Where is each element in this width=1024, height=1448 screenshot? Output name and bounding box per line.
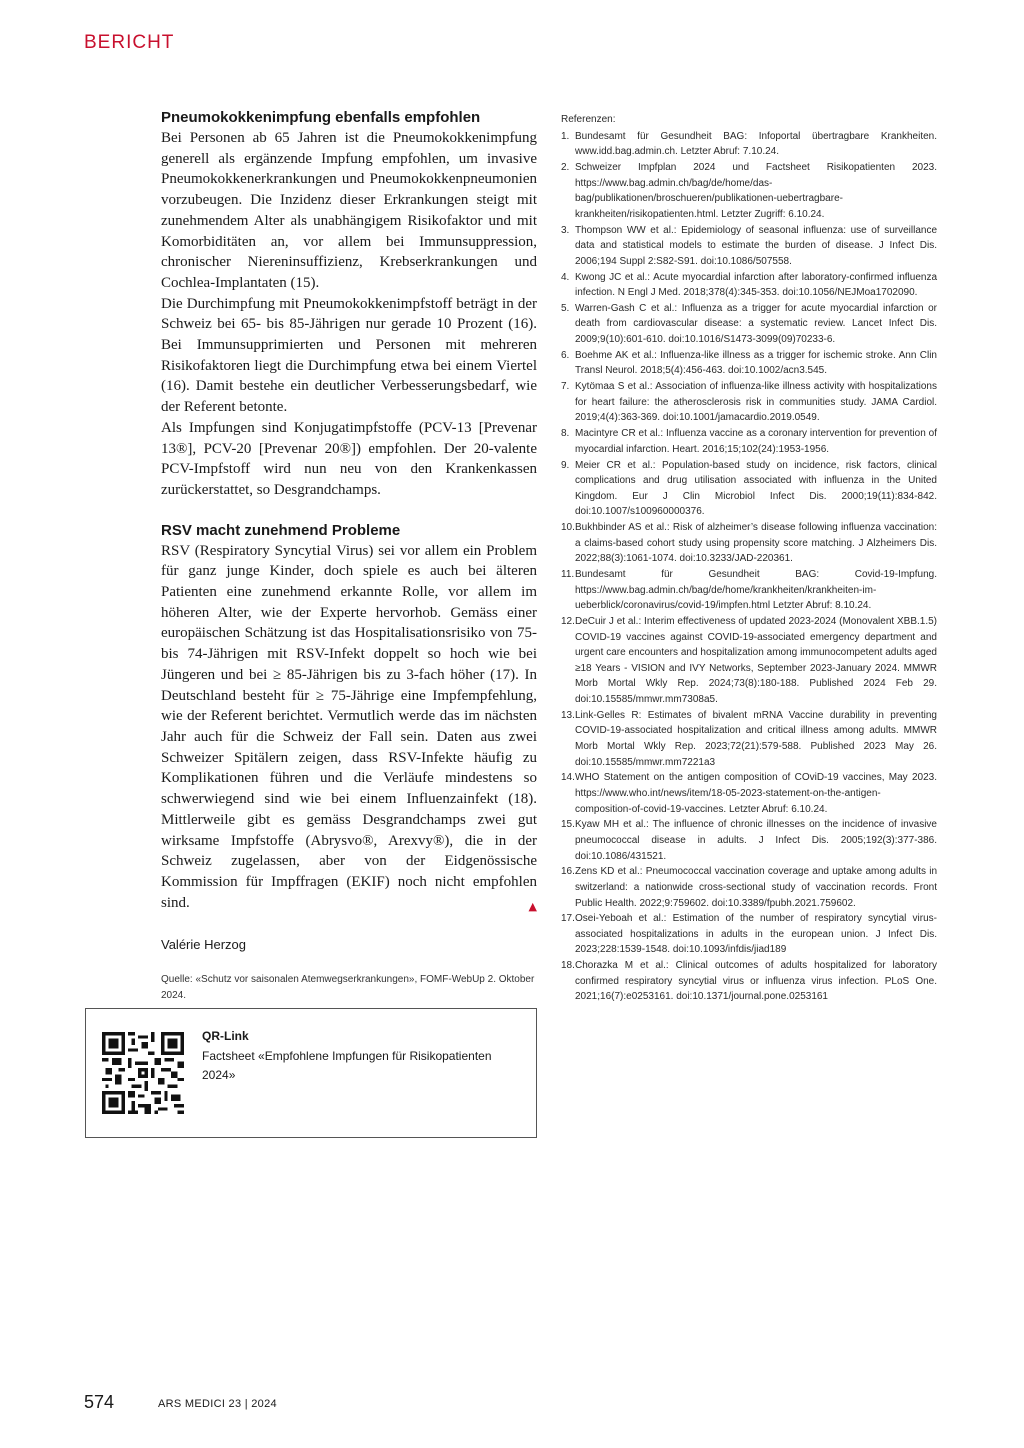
qr-code-icon[interactable]: [102, 1032, 184, 1114]
page-number: 574: [84, 1392, 115, 1412]
article-column: [161, 108, 537, 1004]
reference-item: [561, 958, 937, 1005]
reference-number: 17.: [561, 913, 575, 925]
reference-number: 11.: [561, 569, 575, 581]
reference-number: 10.: [561, 522, 575, 534]
reference-number: 4.: [561, 271, 570, 283]
reference-text: Boehme AK et al.: Influenza-like illness as a trigger for ischemic stroke. Ann Clin Transl Neurol. 2018;5(4):456-463. doi:10.1002/acn3.545.: [575, 349, 937, 377]
reference-item: [561, 864, 937, 911]
reference-text: Warren-Gash C et al.: Influenza as a trigger for acute myocardial infarction or death from cardiovascular disease: a systematic review. Lancet Infect Dis. 2009;9(10):601-610. doi:10.1016/S1473-3099(09)70233-6.: [575, 302, 937, 346]
reference-item: [561, 301, 937, 348]
reference-item: [561, 567, 937, 614]
reference-item: [561, 270, 937, 301]
journal-issue: ARS MEDICI 23 | 2024: [158, 1398, 277, 1410]
reference-text: Osei-Yeboah et al.: Estimation of the number of respiratory syncytial virus-associated hospitalizations in adults in the european union. J Infect Dis. 2023;228:1539-1548. doi:10.1093/infdis/jiad189: [575, 913, 937, 956]
reference-number: 13.: [561, 709, 575, 721]
qr-link-description: Factsheet «Empfohlene Impfungen für Risikopatienten 2024»: [202, 1049, 492, 1082]
reference-text: WHO Statement on the antigen composition of COviD-19 vaccines, May 2023. https://www.who.int/news/item/18-05-2023-statement-on-the-antigen-composition-of-covid-19-vaccines. Letzter Abruf: 6.10.24.: [575, 772, 937, 815]
reference-text: Link-Gelles R: Estimates of bivalent mRNA Vaccine durability in preventing COVID-19-associated hospitalization and critical illness among adults. MMWR Morb Mortal Wkly Rep. 2023;72(21):579-588. Published 2023 May 26. doi:10.15585/mmwr.mm7221a3: [575, 709, 937, 768]
reference-number: 18.: [561, 960, 575, 972]
reference-number: 5.: [561, 302, 570, 314]
reference-item: [561, 817, 937, 864]
source-note: Quelle: «Schutz vor saisonalen Atemwegserkrankungen», FOMF-WebUp 2. Oktober 2024.: [161, 974, 535, 1002]
reference-number: 6.: [561, 349, 570, 361]
reference-number: 15.: [561, 819, 575, 831]
reference-text: Bundesamt für Gesundheit BAG: Infoportal übertragbare Krankheiten. www.idd.bag.admin.ch. Letzter Abruf: 7.10.24.: [575, 130, 937, 158]
reference-item: [561, 458, 937, 520]
author: Valérie Herzog: [161, 937, 247, 953]
reference-item: [561, 520, 937, 567]
triangle-end-marker-icon: ▲: [528, 899, 537, 913]
spacer: [161, 501, 537, 521]
reference-text: Kwong JC et al.: Acute myocardial infarction after laboratory-confirmed influenza infection. N Engl J Med. 2018;378(4):345-353. doi:10.1056/NEJMoa1702090.: [575, 271, 937, 299]
reference-item: [561, 614, 937, 708]
reference-text: Bundesamt für Gesundheit BAG: Covid-19-Impfung. https://www.bag.admin.ch/bag/de/home/krankheiten/krankheiten-im-ueberblick/coronavirus/covid-19/impfen.html Letzter Abruf: 8.10.24.: [575, 569, 937, 612]
qr-link-title: QR-Link: [202, 1029, 249, 1043]
reference-item: [561, 708, 937, 770]
paragraph-3: Als Impfungen sind Konjugatimpfstoffe (PCV-13 [Prevenar 13®], PCV-20 [Prevenar 20®]) empfohlen. Der 20-valente PCV-Impfstoff wird nun neu von den Krankenkassen zurückerstattet, so Desgrandchamps.: [161, 419, 537, 498]
reference-item: [561, 770, 937, 817]
section-label: BERICHT: [84, 32, 175, 53]
references-list: [561, 129, 937, 1005]
paragraph-1: Bei Personen ab 65 Jahren ist die Pneumokokkenimpfung generell als ergänzende Impfung empfohlen, um invasive Pneumokokkenerkrankungen und Pneumokokkenpneumonien vorzubeugen. Die Inzidenz dieser Erkrankungen steigt mit zunehmendem Alter als unabhängigem Risikofaktor und mit Komorbiditäten an, vor allem bei Immunsuppression, chronischer Niereninsuffizienz, Krebserkrankungen und Cochlea-Implantaten (15).: [161, 130, 537, 291]
reference-text: Thompson WW et al.: Epidemiology of seasonal influenza: use of surveillance data and statistical models to estimate the burden of disease. J Infect Dis. 2006;194 Suppl 2:S82-S91. doi:10.1086/507558.: [575, 224, 937, 267]
reference-number: 2.: [561, 161, 570, 173]
reference-item: [561, 223, 937, 270]
reference-text: Bukhbinder AS et al.: Risk of alzheimer’s disease following influenza vaccination: a claims-based cohort study using propensity score matching. J Alzheimers Dis. 2022;88(3):1061-1074. doi:10.3233/JAD-220361.: [575, 522, 937, 565]
reference-item: [561, 129, 937, 160]
reference-number: 16.: [561, 866, 575, 878]
reference-text: Chorazka M et al.: Clinical outcomes of adults hospitalized for laboratory confirmed respiratory syncytial virus or influenza virus infection. PLoS One. 2021;16(7):e0253161. doi:10.1371/journal.pone.0253161: [575, 960, 937, 1003]
reference-number: 7.: [561, 381, 570, 393]
reference-text: Meier CR et al.: Population-based study on incidence, risk factors, clinical complications and drug utilisation associated with influenza in the United Kingdom. Eur J Clin Microbiol Infect Dis. 2000;19(11):834-842. doi:10.1007/s100960000376.: [575, 459, 937, 518]
reference-text: Macintyre CR et al.: Influenza vaccine as a coronary intervention for prevention of myocardial infarction. Heart. 2016;15;102(24):1953-1956.: [575, 428, 937, 455]
reference-text: Zens KD et al.: Pneumococcal vaccination coverage and uptake among adults in switzerland: a nationwide cross-sectional study of vaccination records. Front Public Health. 2022;9:759602. doi:10.3389/fpubh.2021.759602.: [575, 866, 937, 909]
paragraph-2: Die Durchimpfung mit Pneumokokkenimpfstoff beträgt in der Schweiz bei 65- bis 85-Jährigen nur gerade 10 Prozent (16). Bei Immunsupprimierten und Personen mit mehreren Risikofaktoren liegt die Durchimpfung etwa bei einem Viertel (16). Damit bestehe ein deutlicher Verbesserungsbedarf, wie der Referent betonte.: [161, 295, 537, 416]
reference-number: 3.: [561, 224, 570, 236]
paragraph-4-text: RSV (Respiratory Syncytial Virus) sei vor allem ein Problem für ganz junge Kinder, doch spiele es auch bei älteren Patienten eine zunehmend erkannte Rolle, vor allem im höheren Alter, wie der Experte hervorhob. Gemäss einer europäischen Schätzung ist das Hospitalisationsrisiko von 75- bis 74-Jährigen mit RSV-Infekt doppelt so hoch wie bei Jüngeren und bei ≥ 85-Jährigen bis zu 3-fach höher (17). In Deutschland besteht für ≥ 75-Jährige eine Impfempfehlung, wie der Referent berichtet. Vermutlich werde das im nächsten Jahr auch für die Schweiz der Fall sein. Daten aus zwei Schweizer Spitälern zeigen, dass RSV-Infekte häufig zu Komplikationen führen und die Verläufe mindestens so schwerwiegend sind wie bei einem Influenzainfekt (18). Mittlerweile gibt es gemäss Desgrandchamps zwei gut wirksame Impfstoffe (Abrysvo®, Arexvy®), die in der Schweiz zugelassen, aber von der Eidgenössische Kommission für Impffragen (EKIF) noch nicht empfohlen sind.: [161, 542, 537, 911]
reference-item: [561, 348, 937, 379]
reference-item: [561, 426, 937, 457]
reference-number: 9.: [561, 459, 570, 471]
reference-item: [561, 379, 937, 426]
references-heading: Referenzen:: [561, 114, 616, 125]
reference-number: 1.: [561, 130, 570, 142]
heading-rsv: RSV macht zunehmend Probleme: [161, 521, 401, 539]
reference-text: Kyaw MH et al.: The influence of chronic illnesses on the incidence of invasive pneumococcal disease in adults. J Infect Dis. 2005;192(3):377-386. doi:10.1086/431521.: [575, 819, 937, 862]
reference-item: [561, 160, 937, 222]
reference-number: 14.: [561, 772, 575, 784]
reference-item: [561, 911, 937, 958]
reference-text: Schweizer Impfplan 2024 und Factsheet Risikopatienten 2023. https://www.bag.admin.ch/bag/de/home/das-bag/publikationen/broschueren/publikationen-uebertragbare-krankheiten/risikopatienten.html. Letzter Zugriff: 6.10.24.: [575, 161, 937, 220]
reference-text: Kytömaa S et al.: Association of influenza-like illness activity with hospitalizations for heart failure: the atherosclerosis risk in communities study. JAMA Cardiol. 2019;4(4):363-369. doi:10.1001/jamacardio.2019.0549.: [575, 381, 937, 424]
heading-pneumococcal: Pneumokokkenimpfung ebenfalls empfohlen: [161, 109, 481, 126]
reference-text: DeCuir J et al.: Interim effectiveness of updated 2023-2024 (Monovalent XBB.1.5) COVID-19 vaccines against COVID-19-associated emergency department and urgent care encounters and hospitalization among immunocompetent adults aged ≥18 Years - VISION and IVY Networks, September 2023-January 2024. MMWR Morb Mortal Wkly Rep. 2024;73(8):180-188. Published 2024 Feb 29. doi:10.15585/mmwr.mm7308a5.: [575, 616, 937, 706]
reference-number: 12.: [561, 616, 575, 628]
paragraph-4: [161, 541, 537, 914]
references-column: [561, 112, 937, 1005]
qr-link-box: [85, 1008, 537, 1138]
reference-number: 8.: [561, 428, 570, 440]
